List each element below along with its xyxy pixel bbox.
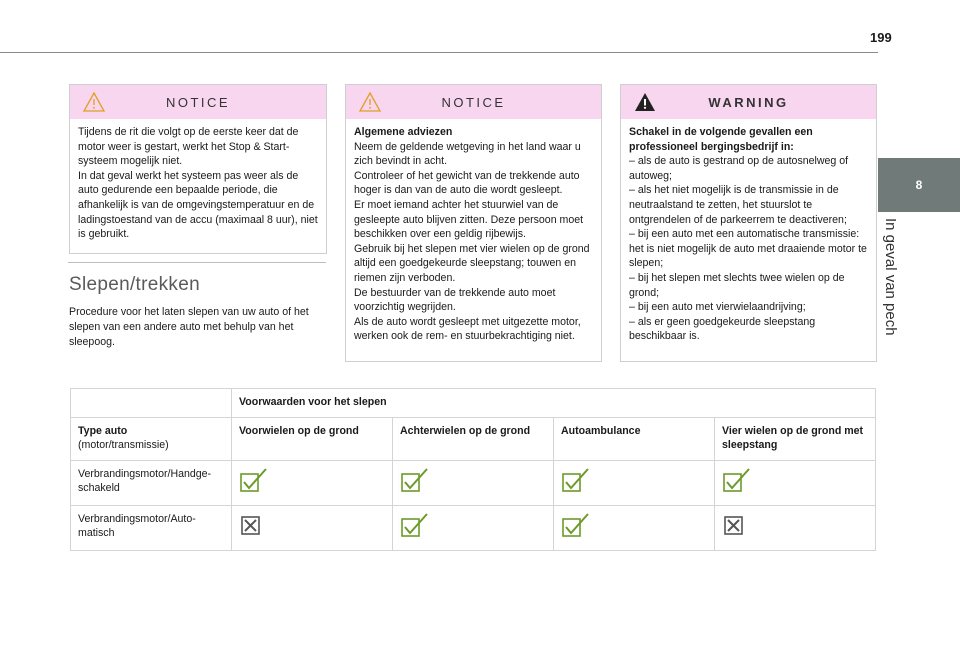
warning-item: – bij het slepen met slechts twee wielen op de grond;	[629, 271, 845, 299]
table-cell	[232, 506, 393, 551]
table-row	[71, 506, 876, 551]
table-cell	[232, 461, 393, 506]
warning-item: – als de auto is gestrand op de autosnelweg of autoweg;	[629, 155, 849, 182]
checkbox-checked-icon	[239, 467, 269, 493]
table-header-row	[71, 418, 876, 461]
chapter-title: In geval van pech	[882, 218, 899, 336]
page-number: 199	[870, 30, 892, 45]
section-rule	[68, 262, 326, 263]
table-header-type	[71, 418, 232, 461]
notice-header	[346, 85, 601, 119]
notice-title: NOTICE	[441, 94, 506, 110]
table-header-four-wheels: Vier wielen op de grond met sleepstang	[715, 418, 876, 461]
warning-heading: Schakel in de volgende gevallen een professioneel bergingsbedrijf in:	[629, 126, 813, 153]
table-cell	[715, 461, 876, 506]
checkbox-checked-icon	[400, 467, 430, 493]
section-intro: Procedure voor het laten slepen van uw auto of het slepen van een andere auto met behulp van het sleepoog.	[69, 306, 309, 348]
notice-paragraph: Als de auto wordt gesleept met uitgezette motor, werken ook de rem- en stuurbekrachtiging niet.	[354, 315, 581, 343]
table-cell	[393, 506, 554, 551]
warning-title: WARNING	[708, 94, 789, 110]
warning-triangle-outline-icon	[358, 91, 382, 113]
checkbox-checked-icon	[722, 467, 752, 493]
table-cell-empty	[71, 389, 232, 418]
table-cell	[715, 506, 876, 551]
table-cell	[554, 461, 715, 506]
notice-title: NOTICE	[165, 94, 231, 110]
type-sublabel: (motor/transmissie)	[78, 439, 169, 451]
warning-item: – als er geen goedgekeurde sleepstang beschikbaar is.	[629, 315, 816, 343]
notice-paragraph: Er moet iemand achter het stuurwiel van de gesleepte auto blijven zitten. Deze persoon moet beschikken over een geldig rijbewijs.	[354, 198, 584, 241]
chapter-tab[interactable]: 8	[878, 158, 960, 212]
notice-paragraph: Tijdens de rit die volgt op de eerste keer dat de motor weer is gestart, werkt het Stop & Start-systeem mogelijk niet.	[78, 126, 299, 168]
notice-paragraph: Neem de geldende wetgeving in het land waar u zich bevindt in acht.	[354, 140, 581, 168]
warning-item: – bij een auto met vierwielaandrijving;	[629, 301, 806, 314]
notice-box-stop-start	[69, 84, 327, 254]
notice-box-general-advice	[345, 84, 602, 362]
warning-box-professional-towing	[620, 84, 877, 362]
notice-heading: Algemene adviezen	[354, 126, 453, 138]
warning-triangle-filled-icon	[633, 91, 657, 113]
notice-paragraph: Controleer of het gewicht van de trekkende auto hoger is dan van de auto die wordt gesleept.	[354, 169, 580, 197]
table-group-header-row	[71, 389, 876, 418]
table-cell	[393, 461, 554, 506]
notice-paragraph: De bestuurder van de trekkende auto moet voorzichtig wegrijden.	[354, 286, 556, 314]
table-group-header: Voorwaarden voor het slepen	[232, 389, 876, 418]
table-row	[71, 461, 876, 506]
warning-item: – als het niet mogelijk is de transmissie in de neutraalstand te zetten, het stuurslot te ontgrendelen of de parkeerrem te deactiveren;	[629, 184, 847, 226]
warning-header	[621, 85, 876, 119]
section-title: Slepen/trekken	[69, 274, 200, 295]
warning-triangle-outline-icon	[82, 91, 106, 113]
table-header-rear-wheels: Achterwielen op de grond	[393, 418, 554, 461]
table-cell	[554, 506, 715, 551]
towing-conditions-table	[70, 388, 876, 551]
checkbox-checked-icon	[561, 512, 591, 538]
checkbox-cross-icon	[722, 512, 752, 538]
notice-header	[70, 85, 326, 119]
checkbox-checked-icon	[561, 467, 591, 493]
row-label: Verbrandingsmotor/Auto-matisch	[71, 506, 232, 551]
header-rule	[0, 52, 878, 53]
notice-paragraph: Gebruik bij het slepen met vier wielen op de grond altijd een goedgekeurde sleepstang; touwen en riemen zijn verboden.	[354, 242, 590, 284]
notice-paragraph: In dat geval werkt het systeem pas weer als de auto gedurende een bepaalde periode, die afhankelijk is van de omgevingstemperatuur en de ladingstoestand van de accu (maximaal 8 uur), niet is gebruikt.	[78, 169, 318, 241]
type-label: Type auto	[78, 425, 128, 437]
table-header-front-wheels: Voorwielen op de grond	[232, 418, 393, 461]
row-label: Verbrandingsmotor/Handge-schakeld	[71, 461, 232, 506]
table-header-car-transporter: Autoambulance	[554, 418, 715, 461]
warning-item: – bij een auto met een automatische transmissie: het is niet mogelijk de auto met draaiende motor te slepen;	[629, 228, 867, 270]
checkbox-checked-icon	[400, 512, 430, 538]
checkbox-cross-icon	[239, 512, 269, 538]
